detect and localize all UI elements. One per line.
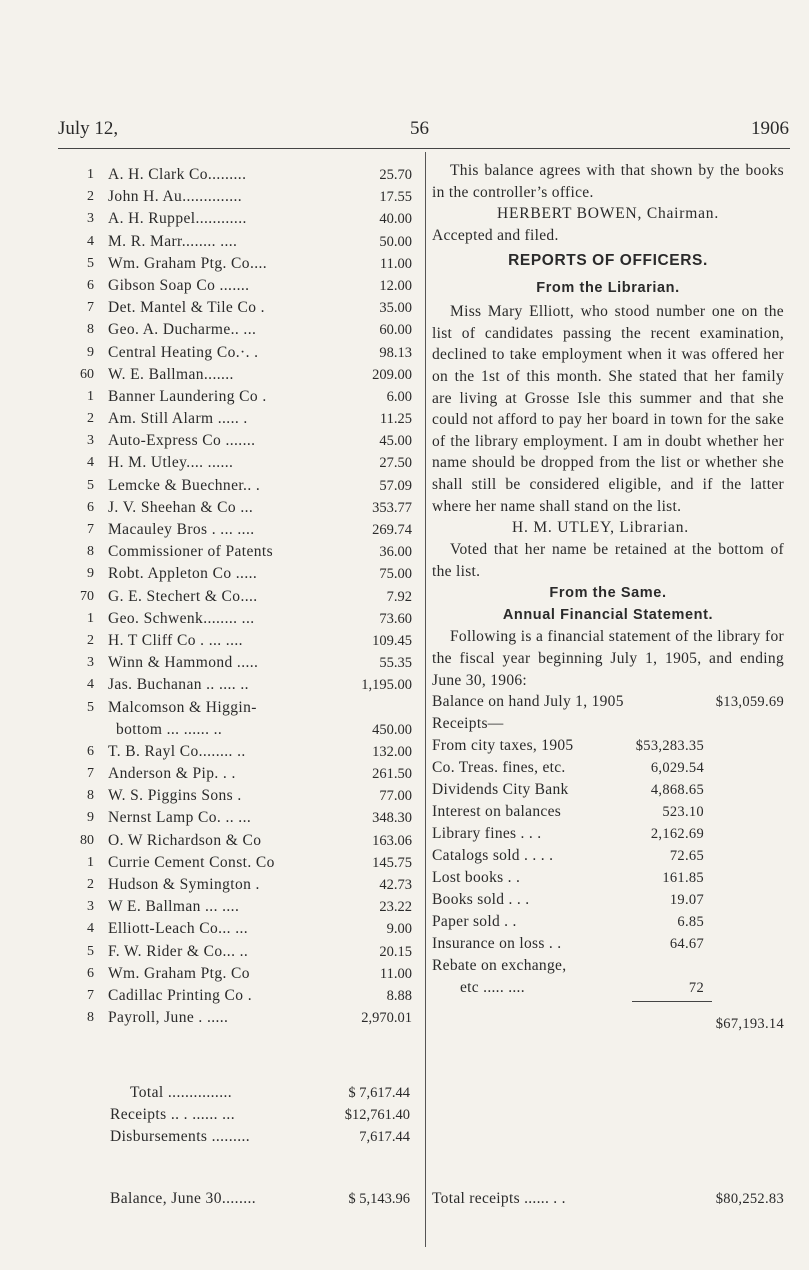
ledger-list (60, 164, 420, 1029)
ledger-amount: 77.00 (379, 788, 412, 805)
receipts-heading: Receipts— (432, 715, 504, 733)
receipt-row (432, 779, 784, 801)
ledger-row (60, 918, 420, 940)
ledger-payee: bottom ... ...... .. (116, 720, 223, 738)
ledger-row (60, 164, 420, 186)
ledger-number: 5 (87, 943, 94, 959)
receipt-row (432, 911, 784, 933)
ledger-number: 6 (87, 277, 94, 293)
ledger-number: 5 (87, 699, 94, 715)
summary-block (110, 1082, 410, 1148)
ledger-amount: 17.55 (379, 189, 412, 206)
page-number: 56 (410, 118, 429, 139)
receipt-row (432, 801, 784, 823)
ledger-amount: 11.00 (379, 965, 412, 982)
ledger-row (60, 253, 420, 275)
ledger-number: 2 (87, 877, 94, 892)
ledger-row (60, 364, 420, 386)
ledger-number: 6 (87, 743, 94, 759)
ledger-row (60, 719, 420, 741)
ledger-number: 1 (87, 388, 94, 404)
ledger-row (60, 763, 420, 785)
ledger-row (60, 785, 420, 807)
ledger-amount: 35.00 (379, 300, 412, 317)
ledger-payee: Wm. Graham Ptg. Co (108, 964, 250, 982)
ledger-number: 8 (87, 788, 94, 804)
annual-statement-heading: Annual Financial Statement. (502, 607, 714, 624)
ledger-row (60, 342, 420, 364)
ledger-payee: Commissioner of Patents (108, 543, 274, 561)
ledger-payee: Winn & Hammond ..... (108, 654, 259, 672)
ledger-payee: Am. Still Alarm ..... . (108, 410, 248, 428)
ledger-payee: Gibson Soap Co ....... (108, 276, 250, 294)
ledger-row (60, 386, 420, 408)
receipt-label: Library fines . . . (432, 825, 542, 843)
ledger-row (60, 563, 420, 585)
receipt-value: 19.07 (669, 892, 704, 909)
ledger-row (60, 896, 420, 918)
total-receipts-row (432, 1188, 784, 1210)
accepted-filed: Accepted and filed. (432, 227, 559, 245)
receipt-value: 6.85 (677, 914, 704, 931)
ledger-amount: 11.00 (379, 255, 412, 272)
balance-on-hand-row (432, 691, 784, 713)
ledger-number: 7 (87, 987, 94, 1003)
ledger-amount: 269.74 (372, 522, 412, 538)
ledger-payee: W E. Ballman ... .... (108, 898, 240, 916)
ledger-amount: 42.73 (379, 877, 412, 893)
balance-value: $ 5,143.96 (348, 1191, 410, 1207)
ledger-payee: T. B. Rayl Co........ .. (108, 742, 246, 760)
ledger-number: 4 (87, 233, 94, 249)
ledger-payee: A. H. Clark Co......... (108, 166, 247, 183)
total-receipts-value: $80,252.83 (715, 1191, 784, 1207)
balance-row (110, 1188, 410, 1210)
receipt-row (432, 823, 784, 845)
ledger-number: 9 (87, 344, 94, 360)
ledger-number: 5 (87, 477, 94, 493)
receipt-value: $53,283.35 (635, 738, 704, 755)
total-value: $ 7,617.44 (348, 1085, 410, 1101)
ledger-payee: Nernst Lamp Co. .. ... (108, 809, 252, 827)
ledger-number: 80 (80, 832, 94, 848)
page-date: July 12, (58, 118, 119, 139)
ledger-number: 3 (87, 433, 94, 449)
receipts-list (432, 735, 784, 955)
ledger-number: 8 (87, 544, 94, 560)
ledger-number: 4 (87, 455, 94, 471)
balance-block (110, 1188, 410, 1210)
ledger-number: 1 (87, 854, 94, 870)
subtotal-row (432, 1013, 784, 1035)
ledger-row (60, 852, 420, 874)
ledger-row (60, 475, 420, 497)
receipt-row (432, 845, 784, 867)
signer-librarian: H. M. UTLEY, Librarian. (512, 519, 689, 537)
ledger-amount: 98.13 (379, 344, 412, 361)
ledger-payee: Det. Mantel & Tile Co . (108, 299, 265, 317)
ledger-row (60, 1007, 420, 1029)
paragraph-voted: Voted that her name be retained at the bottom of the list. (432, 541, 784, 580)
ledger-number: 3 (87, 211, 94, 227)
ledger-amount: 132.00 (372, 743, 412, 760)
ledger-payee: Hudson & Symington . (108, 876, 260, 893)
balance-label: Balance, June 30........ (110, 1190, 257, 1207)
ledger-payee: Central Heating Co.·. . (108, 343, 259, 361)
rebate-label-2: etc ..... .... (460, 979, 525, 997)
ledger-amount: 40.00 (379, 211, 412, 228)
ledger-amount: 57.09 (379, 477, 412, 494)
rebate-row-2 (432, 977, 784, 999)
ledger-number: 7 (87, 300, 94, 316)
rebate-value: 72 (688, 980, 704, 997)
ledger-number: 70 (80, 588, 94, 604)
receipt-label: Lost books . . (432, 869, 521, 887)
ledger-payee: H. M. Utley.... ...... (108, 454, 234, 472)
ledger-amount: 55.35 (379, 655, 412, 672)
ledger-amount: 12.00 (379, 277, 412, 294)
ledger-amount: 7.92 (386, 588, 412, 605)
total-receipts-block (432, 1188, 784, 1210)
ledger-amount: 73.60 (379, 610, 412, 627)
receipts-value: $12,761.40 (344, 1107, 410, 1123)
ledger-number: 1 (87, 167, 94, 182)
ledger-payee: John H. Au.............. (108, 188, 243, 206)
ledger-row (60, 874, 420, 896)
ledger-payee: Lemcke & Buechner.. . (108, 476, 261, 494)
ledger-number: 2 (87, 411, 94, 427)
receipt-row (432, 757, 784, 779)
ledger-number: 3 (87, 655, 94, 671)
receipt-label: Paper sold . . (432, 913, 517, 931)
receipt-value: 161.85 (662, 870, 704, 887)
receipt-value: 2,162.69 (650, 826, 704, 843)
ledger-amount: 11.25 (379, 411, 412, 428)
ledger-amount: 145.75 (372, 854, 412, 871)
receipt-label: Dividends City Bank (432, 781, 569, 799)
ledger-amount: 109.45 (372, 632, 412, 649)
receipt-label: Co. Treas. fines, etc. (432, 759, 566, 777)
subtotal-rule (632, 1001, 712, 1002)
ledger-row (60, 231, 420, 253)
ledger-amount: 209.00 (372, 366, 412, 383)
ledger-amount: 27.50 (379, 455, 412, 472)
ledger-number: 2 (87, 189, 94, 205)
ledger-amount: 9.00 (386, 921, 412, 938)
receipt-label: Books sold . . . (432, 891, 530, 909)
ledger-row (60, 497, 420, 519)
ledger-payee: O. W Richardson & Co (108, 831, 262, 849)
ledger-amount: 2,970.01 (361, 1010, 412, 1027)
ledger-payee: J. V. Sheehan & Co ... (108, 498, 254, 516)
summary-receipts-row (110, 1104, 410, 1126)
ledger-number: 6 (87, 499, 94, 515)
ledger-amount: 45.00 (379, 433, 412, 450)
disbursements-value: 7,617.44 (359, 1129, 410, 1145)
ledger-row (60, 541, 420, 563)
ledger-row (60, 186, 420, 208)
ledger-amount: 23.22 (379, 899, 412, 916)
ledger-payee: Malcomson & Higgin- (108, 698, 257, 716)
ledger-payee: F. W. Rider & Co... .. (108, 942, 249, 960)
from-same-heading: From the Same. (549, 585, 667, 602)
ledger-amount: 20.15 (379, 943, 412, 960)
ledger-payee: Macauley Bros . ... .... (108, 521, 255, 538)
ledger-amount: 36.00 (379, 544, 412, 561)
ledger-number: 7 (87, 766, 94, 782)
ledger-payee: Currie Cement Const. Co (108, 853, 275, 871)
total-receipts-label: Total receipts ...... . . (432, 1190, 566, 1207)
ledger-row (60, 586, 420, 608)
ledger-row (60, 297, 420, 319)
balance-on-hand-label: Balance on hand July 1, 1905 (432, 693, 624, 711)
ledger-number: 4 (87, 677, 94, 693)
ledger-amount: 353.77 (372, 499, 412, 516)
ledger-row (60, 741, 420, 763)
summary-total-row (110, 1082, 410, 1104)
receipt-value: 523.10 (662, 804, 704, 821)
subtotal-rule-wrap (432, 999, 784, 1007)
ledger-amount: 450.00 (372, 721, 412, 738)
header-rule (58, 148, 790, 149)
ledger-payee: Elliott-Leach Co... ... (108, 920, 249, 938)
ledger-row (60, 652, 420, 674)
receipt-value: 72.65 (669, 848, 704, 865)
ledger-payee: Cadillac Printing Co . (108, 986, 252, 1004)
page-year: 1906 (751, 118, 789, 139)
ledger-amount: 75.00 (379, 566, 412, 583)
ledger-row (60, 941, 420, 963)
ledger-payee: Banner Laundering Co . (108, 387, 267, 405)
paragraph-mary-elliott: Miss Mary Elliott, who stood number one on the list of candidates passing the recent examination, declined to take employment when it was offered her on the 1st of this month. She stated that her family are living at Grosse Isle this summer and that she could not afford to pay her board in town for the sake of the library employment. I am in doubt whether her name should be dropped from the list or whether she shall still be considered eligible, and if the latter where her name shall stand on the list. (432, 303, 784, 515)
receipt-value: 4,868.65 (650, 782, 704, 799)
rebate-row-1 (432, 955, 784, 977)
from-librarian-heading: From the Librarian. (536, 280, 680, 297)
ledger-payee: W. S. Piggins Sons . (108, 787, 242, 805)
ledger-number: 60 (80, 366, 94, 382)
subtotal-value: $67,193.14 (715, 1016, 784, 1033)
receipt-value: 64.67 (669, 936, 704, 953)
ledger-amount: 163.06 (372, 832, 412, 849)
ledger-payee: Jas. Buchanan .. .... .. (108, 676, 249, 694)
summary-disbursements-row (110, 1126, 410, 1148)
ledger-row (60, 430, 420, 452)
ledger-amount: 50.00 (379, 233, 412, 250)
ledger-number: 5 (87, 255, 94, 271)
ledger-amount: 348.30 (372, 810, 412, 827)
ledger-row (60, 275, 420, 297)
ledger-row (60, 519, 420, 541)
ledger-number: 6 (87, 965, 94, 981)
ledger-payee: Geo. Schwenk........ ... (108, 609, 255, 627)
ledger-payee: Anderson & Pip. . . (108, 765, 236, 783)
right-column (432, 160, 784, 1035)
ledger-payee: Robt. Appleton Co ..... (108, 565, 258, 583)
ledger-row (60, 697, 420, 719)
ledger-payee: A. H. Ruppel............ (108, 210, 247, 228)
ledger-row (60, 985, 420, 1007)
ledger-row (60, 408, 420, 430)
ledger-payee: Auto-Express Co ....... (108, 432, 256, 450)
ledger-row (60, 963, 420, 985)
receipts-label: Receipts .. . ...... ... (110, 1106, 235, 1123)
receipt-row (432, 933, 784, 955)
ledger-amount: 6.00 (386, 388, 412, 405)
ledger-number: 9 (87, 566, 94, 582)
column-divider (425, 152, 426, 1247)
ledger-payee: G. E. Stechert & Co.... (108, 587, 258, 605)
ledger-row (60, 452, 420, 474)
ledger-row (60, 830, 420, 852)
ledger-number: 1 (87, 610, 94, 626)
paragraph-financial-statement: Following is a financial statement of the library for the fiscal year beginning July 1, 1905, and ending June 30, 1906: (432, 628, 784, 689)
ledger-amount: 60.00 (379, 322, 412, 339)
ledger-row (60, 674, 420, 696)
rebate-label-1: Rebate on exchange, (432, 957, 567, 975)
receipt-row (432, 735, 784, 757)
receipt-label: From city taxes, 1905 (432, 737, 574, 755)
ledger-payee: H. T Cliff Co . ... .... (108, 631, 243, 649)
receipt-label: Catalogs sold . . . . (432, 847, 554, 865)
ledger-payee: Payroll, June . ..... (108, 1009, 229, 1027)
ledger-number: 7 (87, 522, 94, 537)
balance-on-hand-value: $13,059.69 (715, 694, 784, 711)
receipt-label: Insurance on loss . . (432, 935, 562, 953)
ledger-number: 8 (87, 1010, 94, 1026)
ledger-amount: 8.88 (386, 987, 412, 1004)
ledger-payee: Wm. Graham Ptg. Co.... (108, 254, 268, 272)
receipt-row (432, 867, 784, 889)
ledger-row (60, 208, 420, 230)
signer-chairman: HERBERT BOWEN, Chairman. (496, 205, 720, 223)
ledger-row (60, 608, 420, 630)
paragraph-balance-agrees: This balance agrees with that shown by the books in the controller’s office. (432, 162, 784, 201)
ledger-number: 4 (87, 921, 94, 937)
ledger-amount: 25.70 (379, 167, 412, 183)
ledger-payee: Geo. A. Ducharme.. ... (108, 321, 257, 339)
ledger-number: 2 (87, 632, 94, 648)
receipt-value: 6,029.54 (650, 760, 704, 777)
ledger-row (60, 807, 420, 829)
reports-heading: REPORTS OF OFFICERS. (508, 252, 708, 270)
ledger-number: 3 (87, 899, 94, 915)
ledger-payee: M. R. Marr........ .... (108, 232, 238, 250)
total-label: Total ............... (130, 1084, 233, 1101)
ledger-payee: W. E. Ballman....... (108, 365, 234, 383)
receipt-label: Interest on balances (432, 803, 562, 821)
ledger-row (60, 630, 420, 652)
ledger-amount: 1,195.00 (361, 677, 412, 694)
ledger-row (60, 319, 420, 341)
receipt-row (432, 889, 784, 911)
ledger-amount: 261.50 (372, 766, 412, 783)
ledger-number: 9 (87, 810, 94, 826)
ledger-number: 8 (87, 322, 94, 338)
disbursements-label: Disbursements ......... (110, 1128, 251, 1145)
